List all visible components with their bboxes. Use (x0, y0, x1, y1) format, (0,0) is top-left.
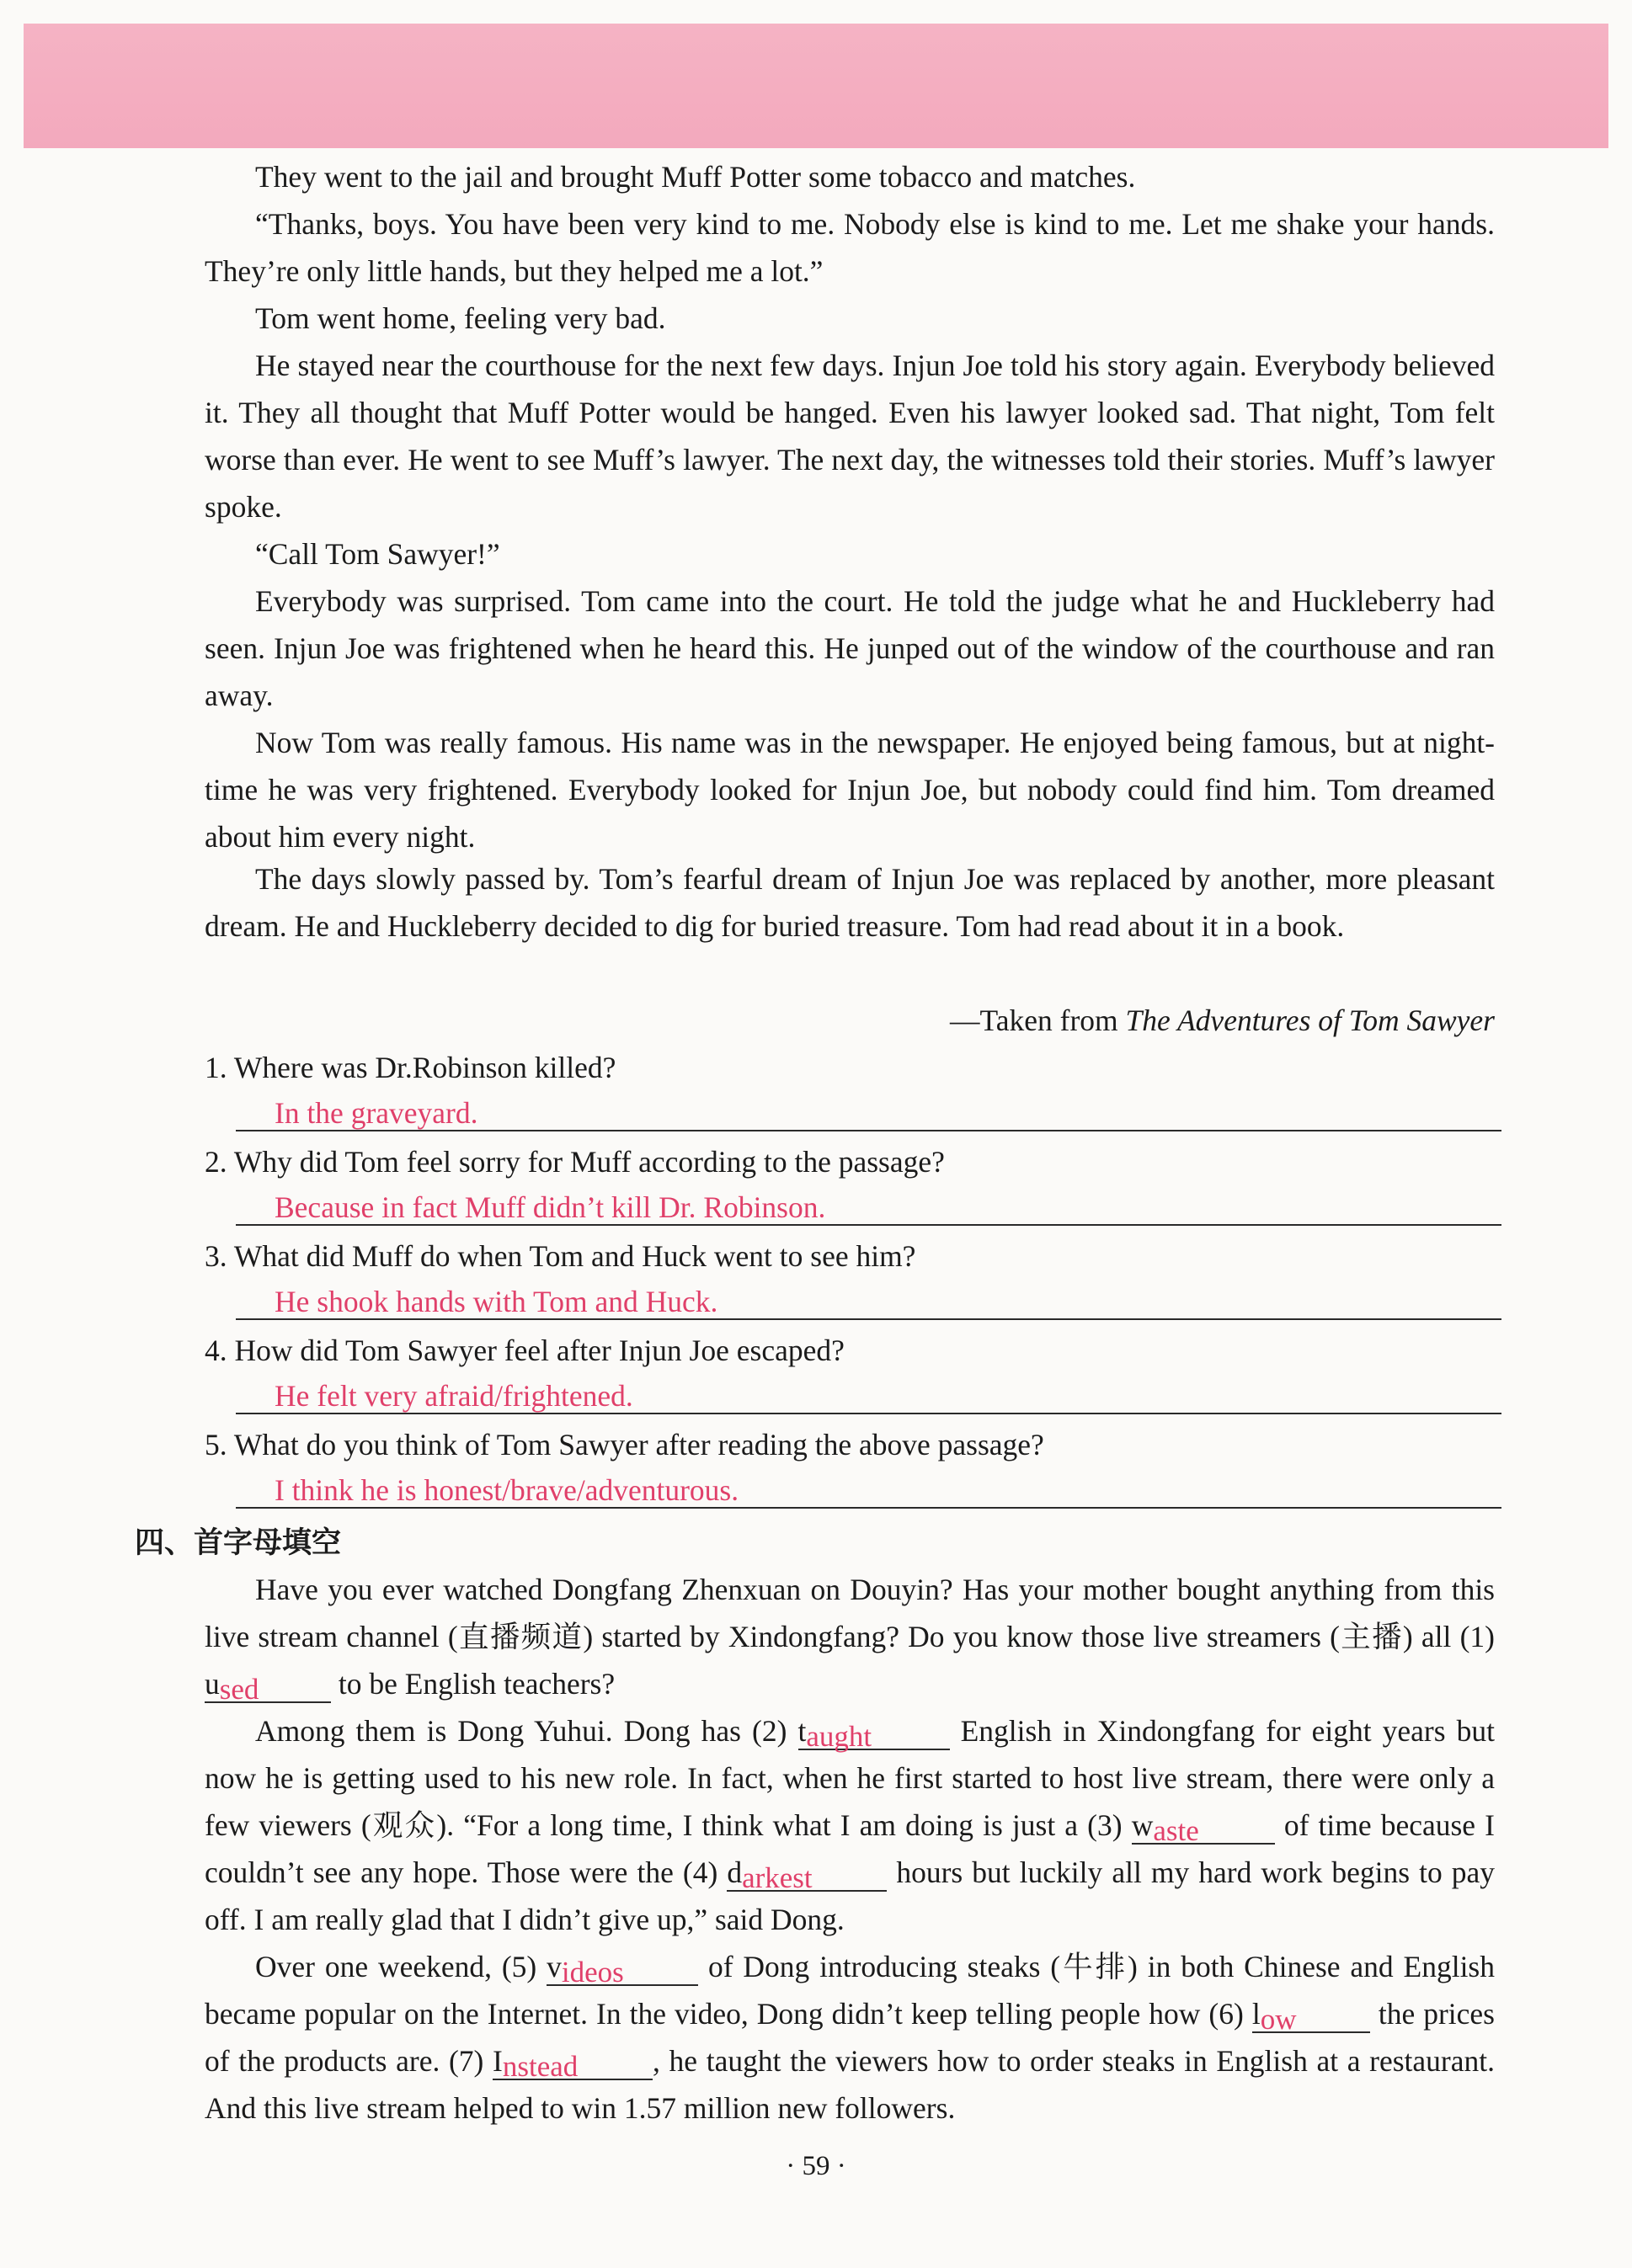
answer-line-2[interactable]: Because in fact Muff didn’t kill Dr. Robinson. (236, 1189, 1501, 1226)
answer-line-4[interactable]: He felt very afraid/frightened. (236, 1377, 1501, 1414)
section-4-title: 四、首字母填空 (135, 1526, 342, 1560)
text-run: , he taught the viewers how to order steaks in English at a restaurant. And this live stream helped to win 1.57 million new followers. (205, 2044, 1495, 2125)
blank-6-fill: ow (1260, 2003, 1297, 2036)
passage-paragraph-3: Tom went home, feeling very bad. (255, 301, 666, 335)
text-run: to be English teachers? (331, 1667, 616, 1701)
passage-source (205, 997, 1495, 1044)
text-run: of Dong introducing steaks (牛排) in both Chinese and English became popular on the Internet. In the video, Dong didn’t keep telling people how (6) (205, 1950, 1495, 2031)
source-prefix: —Taken from (950, 1004, 1126, 1037)
source-title: The Adventures of Tom Sawyer (1125, 1004, 1495, 1037)
text-run: Over one weekend, (5) (255, 1950, 547, 1983)
passage-paragraph-8: The days slowly passed by. Tom’s fearful dream of Injun Joe was replaced by another, more pleasant dream. He and Huckleberry decided to dig for buried treasure. Tom had read about it in a book. (205, 862, 1495, 943)
blank-4-fill: arkest (742, 1861, 813, 1894)
blank-1-fill: sed (219, 1673, 259, 1706)
text-run: Among them is Dong Yuhui. Dong has (2) (255, 1714, 798, 1748)
blank-2[interactable] (797, 1714, 950, 1753)
blank-2-fill: aught (806, 1720, 872, 1753)
text-run: of time because I couldn’t see any hope. Those were the (4) (205, 1808, 1495, 1889)
blank-1[interactable] (205, 1667, 331, 1706)
section-4-paragraph-2 (205, 1707, 1495, 1943)
text-run: the prices of the products are. (7) (205, 1997, 1495, 2078)
answer-line-5[interactable]: I think he is honest/brave/adventurous. (236, 1472, 1501, 1509)
section-4-paragraph-3 (205, 1943, 1495, 2132)
blank-7[interactable] (493, 2044, 653, 2083)
passage-paragraph-6: Everybody was surprised. Tom came into the court. He told the judge what he and Huckleberry had seen. Injun Joe was frightened when he heard this. He junped out of the window of the courthouse and ran away. (205, 584, 1495, 712)
passage-paragraph-7: Now Tom was really famous. His name was in the newspaper. He enjoyed being famous, but at night-time he was very frightened. Everybody looked for Injun Joe, but nobody could find him. Tom dreamed about him every night. (205, 726, 1495, 854)
blank-6-letter: l (1251, 1997, 1261, 2031)
question-3: 3. What did Muff do when Tom and Huck went to see him? (205, 1239, 916, 1273)
blank-3[interactable] (1132, 1808, 1275, 1845)
blank-4-letter: d (727, 1855, 743, 1889)
page-number: · 59 · (786, 2151, 846, 2181)
blank-5-letter: v (547, 1950, 562, 1983)
blank-1-letter: u (205, 1667, 220, 1701)
passage-paragraph-1: They went to the jail and brought Muff Potter some tobacco and matches. (255, 160, 1136, 194)
blank-2-letter: t (797, 1714, 807, 1748)
question-2: 2. Why did Tom feel sorry for Muff according to the passage? (205, 1145, 945, 1179)
answer-line-3[interactable]: He shook hands with Tom and Huck. (236, 1283, 1501, 1320)
blank-5[interactable] (547, 1950, 698, 1986)
passage-paragraph-2: “Thanks, boys. You have been very kind to me. Nobody else is kind to me. Let me shake your hands. They’re only little hands, but they helped me a lot.” (205, 207, 1495, 288)
passage-paragraph-4: He stayed near the courthouse for the next few days. Injun Joe told his story again. Everybody believed it. They all thought that Muff Potter would be hanged. Even his lawyer looked sad. That night, Tom felt worse than ever. He went to see Muff’s lawyer. The next day, the witnesses told their stories. Muff’s lawyer spoke. (205, 349, 1495, 524)
blank-7-letter: I (493, 2044, 503, 2078)
answer-line-1[interactable]: In the graveyard. (236, 1094, 1501, 1131)
question-4: 4. How did Tom Sawyer feel after Injun Joe escaped? (205, 1334, 845, 1367)
passage-paragraph-5: “Call Tom Sawyer!” (255, 537, 500, 571)
blank-7-fill: nstead (502, 2050, 579, 2083)
blank-5-fill: ideos (561, 1956, 624, 1988)
blank-3-letter: w (1131, 1808, 1154, 1842)
text-run: English in Xindongfang for eight years but now he is getting used to his new role. In fact, when he first started to host live stream, there were only a few viewers (观众). “For a long time, I think what I am doing is just a (3) (205, 1714, 1495, 1842)
text-run: hours but luckily all my hard work begins to pay off. I am really glad that I didn’t give up,” said Dong. (205, 1855, 1495, 1936)
blank-3-fill: aste (1153, 1814, 1199, 1847)
section-4-paragraph-1 (205, 1566, 1495, 1707)
blank-4[interactable] (727, 1855, 887, 1892)
blank-6[interactable] (1251, 1997, 1370, 2036)
question-5: 5. What do you think of Tom Sawyer after reading the above passage? (205, 1428, 1044, 1461)
question-1: 1. Where was Dr.Robinson killed? (205, 1051, 616, 1084)
text-run: Have you ever watched Dongfang Zhenxuan on Douyin? Has your mother bought anything from this live stream channel (直播频道) started by Xindongfang? Do you know those live streamers (主播) all (1) (205, 1573, 1495, 1653)
